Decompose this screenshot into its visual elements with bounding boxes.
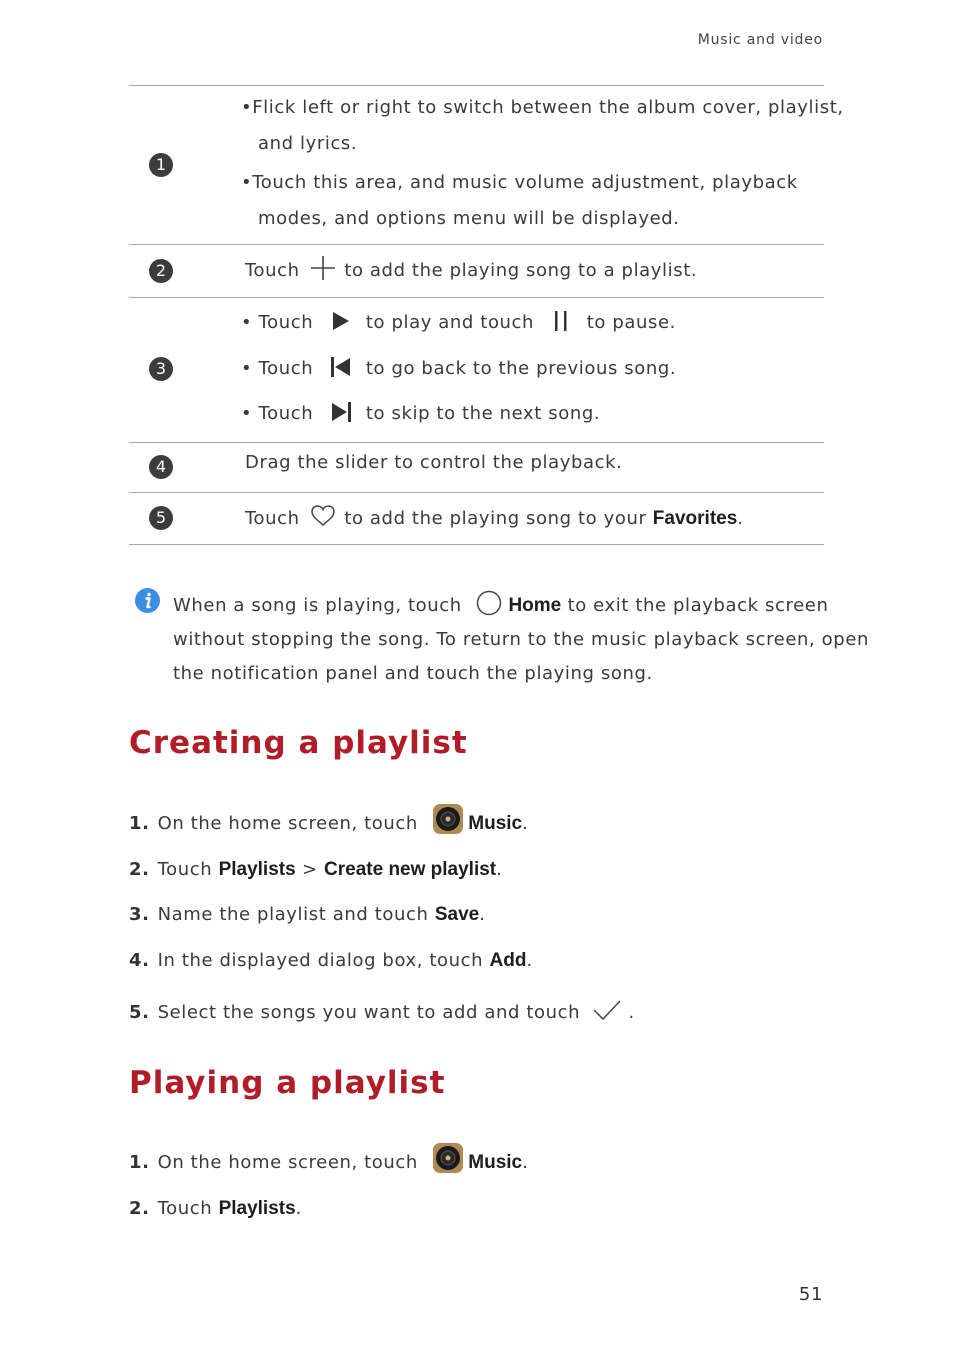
note-text: without stopping the song. To return to the music playback screen, open [173, 629, 870, 650]
heart-icon [310, 504, 336, 528]
music-app-icon [432, 803, 464, 835]
previous-track-icon [330, 356, 352, 378]
table-text: Drag the slider to control the playback. [245, 452, 623, 473]
table-divider [129, 492, 824, 493]
list-item: 5. Select the songs you want to add and touch . [129, 1002, 635, 1023]
note-text: When a song is playing, touch Home to exit the playback screen [173, 595, 828, 617]
table-text: • Flick left or right to switch between the album cover, playlist, [241, 97, 844, 118]
plus-icon [310, 255, 336, 281]
list-item: 2. Touch Playlists. [129, 1198, 302, 1219]
section-heading: Playing a playlist [129, 1065, 446, 1101]
table-text: modes, and options menu will be displayed. [258, 208, 680, 229]
table-text: • Touch this area, and music volume adjustment, playback [241, 172, 798, 193]
table-text: and lyrics. [258, 133, 358, 154]
table-divider [129, 544, 824, 545]
section-heading: Creating a playlist [129, 725, 468, 761]
info-icon [134, 587, 161, 614]
note-text: the notification panel and touch the playing song. [173, 663, 653, 684]
callout-number: 1 [149, 153, 173, 177]
page-number: 51 [798, 1284, 823, 1305]
callout-number: 2 [149, 259, 173, 283]
table-divider [129, 244, 824, 245]
table-text: • Touch to go back to the previous song. [241, 358, 676, 379]
list-item: 4. In the displayed dialog box, touch Add. [129, 950, 533, 971]
table-text: • Touch to play and touch to pause. [241, 312, 676, 333]
list-item: 1. On the home screen, touch Music. [129, 1152, 528, 1174]
table-text: Touch to add the playing song to your Favorites. [245, 508, 744, 530]
table-divider [129, 297, 824, 298]
list-item: 3. Name the playlist and touch Save. [129, 904, 486, 925]
table-divider [129, 85, 824, 86]
table-text: • Touch to skip to the next song. [241, 403, 600, 424]
table-text: Touch to add the playing song to a playlist. [245, 260, 697, 281]
callout-number: 4 [149, 455, 173, 479]
next-track-icon [330, 401, 352, 423]
play-icon [330, 310, 352, 332]
callout-number: 5 [149, 506, 173, 530]
home-circle-icon [476, 590, 502, 616]
table-divider [129, 442, 824, 443]
music-app-icon [432, 1142, 464, 1174]
checkmark-icon [592, 998, 622, 1022]
list-item: 2. Touch Playlists > Create new playlist. [129, 859, 503, 880]
running-header: Music and video [697, 32, 823, 48]
pause-icon [550, 310, 572, 332]
callout-number: 3 [149, 357, 173, 381]
list-item: 1. On the home screen, touch Music. [129, 813, 528, 835]
